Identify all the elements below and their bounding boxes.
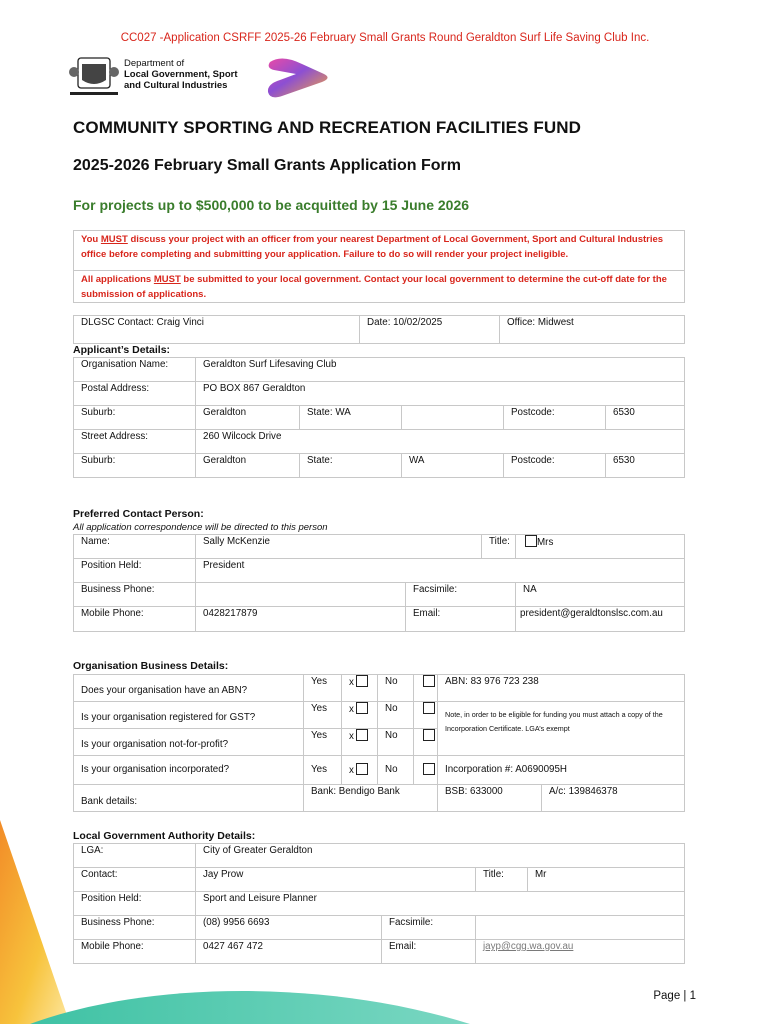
pref-mobile-label: Mobile Phone: [74,607,196,632]
nfp-no-label: No [378,729,414,756]
account-value[interactable]: A/c: 139846378 [542,785,685,812]
dlgsc-contact: DLGSC Contact: Craig Vinci [74,316,360,344]
dept-line-3: and Cultural Industries [124,80,228,91]
document-reference: CC027 -Application CSRFF 2025-26 February Small Grants Round Geraldton Surf Life Saving Club Inc. [120,32,650,44]
org-name-value[interactable]: Geraldton Surf Lifesaving Club [196,358,685,382]
abn-yes-checkbox-icon[interactable] [356,675,368,687]
dlgsc-logo-icon [262,54,342,100]
nfp-no-cell[interactable] [414,729,438,756]
business-table [73,674,685,812]
lga-fax-value[interactable] [476,916,685,940]
title-checkbox-icon[interactable] [525,535,537,547]
inc-no-label: No [378,756,414,785]
gst-no-cell[interactable] [414,702,438,729]
bank-name[interactable]: Bank: Bendigo Bank [304,785,438,812]
q-nfp-label: Is your organisation not-for-profit? [74,729,304,756]
abn-value[interactable]: ABN: 83 976 723 238 [438,675,685,702]
pref-position-label: Position Held: [74,559,196,583]
lga-title-value[interactable]: Mr [528,868,685,892]
pref-fax-value[interactable]: NA [516,583,685,607]
lga-title-label: Title: [476,868,528,892]
pref-email-label: Email: [406,607,516,632]
abn-no-label: No [378,675,414,702]
nfp-yes-cell[interactable] [342,729,378,756]
applicant-heading: Applicant’s Details: [73,344,171,356]
preferred-note: All application correspondence will be directed to this person [73,522,328,533]
pref-name-label: Name: [74,535,196,559]
lga-value[interactable]: City of Greater Geraldton [196,844,685,868]
gst-no-label: No [378,702,414,729]
dept-line-1: Department of [124,58,185,69]
lga-email-label: Email: [382,940,476,964]
lga-label: LGA: [74,844,196,868]
warning-paragraph-1: You MUST discuss your project with an officer from your nearest Department of Local Government, Sport and Cultural Industries office before completing and submitting your application. Failure to do so will render your project ineligible. [74,231,684,271]
bsb-value[interactable]: BSB: 633000 [438,785,542,812]
pref-fax-label: Facsimile: [406,583,516,607]
postcode2-value[interactable]: 6530 [606,454,685,478]
blank-cell [402,406,504,430]
incorporation-number[interactable]: Incorporation #: A0690095H [438,756,685,785]
inc-yes-mark: x [349,764,354,776]
gst-yes-cell[interactable] [342,702,378,729]
state2-label: State: [300,454,402,478]
pref-title-label: Title: [482,535,516,559]
dept-line-2: Local Government, Sport [124,69,238,80]
q-abn-label: Does your organisation have an ABN? [74,675,304,702]
postcode-label: Postcode: [504,406,606,430]
suburb-label: Suburb: [74,406,196,430]
postal-label: Postal Address: [74,382,196,406]
pref-name-value[interactable]: Sally McKenzie [196,535,482,559]
dlgsc-contact-table [73,315,685,344]
lga-position-label: Position Held: [74,892,196,916]
department-name [124,58,238,91]
lga-fax-label: Facsimile: [382,916,476,940]
page-number: Page | 1 [653,990,696,1002]
contact-office: Office: Midwest [500,316,685,344]
lga-contact-label: Contact: [74,868,196,892]
abn-no-cell[interactable] [414,675,438,702]
pref-bphone-value[interactable] [196,583,406,607]
inc-yes-cell[interactable] [342,756,378,785]
warning-box [73,230,685,303]
inc-yes-checkbox-icon[interactable] [356,763,368,775]
gst-yes-mark: x [349,704,354,715]
postcode-value[interactable]: 6530 [606,406,685,430]
postal-value[interactable]: PO BOX 867 Geraldton [196,382,685,406]
pref-email-value[interactable]: president@geraldtonslsc.com.au [516,607,685,632]
postcode2-label: Postcode: [504,454,606,478]
state-value[interactable]: State: WA [300,406,402,430]
lga-contact-value[interactable]: Jay Prow [196,868,476,892]
inc-no-cell[interactable] [414,756,438,785]
business-heading: Organisation Business Details: [73,660,229,672]
lga-mobile-value[interactable]: 0427 467 472 [196,940,382,964]
suburb-value[interactable]: Geraldton [196,406,300,430]
lga-bphone-label: Business Phone: [74,916,196,940]
street-label: Street Address: [74,430,196,454]
lga-position-value[interactable]: Sport and Leisure Planner [196,892,685,916]
lga-table [73,843,685,964]
abn-no-checkbox-icon[interactable] [423,675,435,687]
abn-yes-mark: x [349,677,354,688]
pref-bphone-label: Business Phone: [74,583,196,607]
nfp-yes-label: Yes [304,729,342,756]
gst-no-checkbox-icon[interactable] [423,702,435,714]
pref-title-value: Mrs [537,537,554,548]
org-name-label: Organisation Name: [74,358,196,382]
inc-no-checkbox-icon[interactable] [423,763,435,775]
warning-paragraph-2: All applications MUST be submitted to your local government. Contact your local government to determine the cut-off date for the submission of applications. [81,274,667,300]
nfp-no-checkbox-icon[interactable] [423,729,435,741]
applicant-table [73,357,685,478]
inc-yes-label: Yes [304,756,342,785]
lga-mobile-label: Mobile Phone: [74,940,196,964]
form-title: COMMUNITY SPORTING AND RECREATION FACILITIES FUND [73,118,581,137]
nfp-yes-checkbox-icon[interactable] [356,729,368,741]
suburb2-label: Suburb: [74,454,196,478]
suburb2-value[interactable]: Geraldton [196,454,300,478]
abn-yes-cell[interactable] [342,675,378,702]
preferred-contact-table [73,534,685,632]
gst-yes-checkbox-icon[interactable] [356,702,368,714]
q-inc-label: Is your organisation incorporated? [74,756,304,785]
incorporation-note: Note, in order to be eligible for funding you must attach a copy of the Incorporation Certificate. LGA’s exempt [438,702,685,756]
wa-government-crest-icon [68,54,120,100]
street-value[interactable]: 260 Wilcock Drive [196,430,685,454]
projects-line: For projects up to $500,000 to be acquitted by 15 June 2026 [73,197,470,213]
lga-heading: Local Government Authority Details: [73,830,256,842]
lga-bphone-value[interactable]: (08) 9956 6693 [196,916,382,940]
abn-yes-label: Yes [304,675,342,702]
state2-value[interactable]: WA [402,454,504,478]
pref-position-value[interactable]: President [196,559,685,583]
lga-email-link[interactable]: jayp@cgg.wa.gov.au [476,940,685,964]
preferred-heading: Preferred Contact Person: [73,508,204,520]
form-subtitle: 2025-2026 February Small Grants Application Form [73,157,461,174]
q-gst-label: Is your organisation registered for GST? [74,702,304,729]
pref-title-cell[interactable] [516,535,685,559]
gst-yes-label: Yes [304,702,342,729]
nfp-yes-mark: x [349,731,354,742]
contact-date: Date: 10/02/2025 [360,316,500,344]
bank-details-label: Bank details: [74,785,304,812]
pref-mobile-value[interactable]: 0428217879 [196,607,406,632]
